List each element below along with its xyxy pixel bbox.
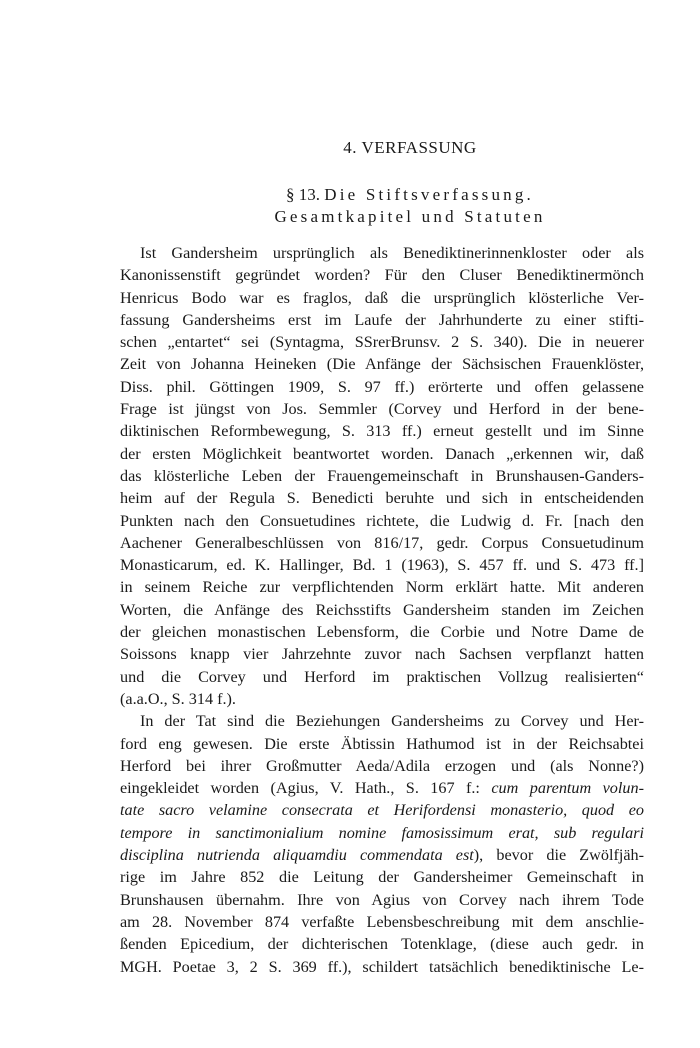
text-line [120,822,644,844]
text-line: der gleichen monastischen Lebensform, die Corbie und Notre Dame de [120,623,644,642]
text-line: rige im Jahre 852 die Leitung der Gandersheimer Gemeinschaft in [120,868,644,887]
text-line: Brunshausen übernahm. Ihre von Agius von Corvey nach ihrem Tode [120,890,644,909]
text-line: Frage ist jüngst von Jos. Semmler (Corvey und Herford in der bene- [120,400,644,419]
text-line: Zeit von Johanna Heineken (Die Anfänge der Sächsischen Frauenklöster, [120,355,644,374]
section-title: Die Stiftsverfassung. [324,185,535,204]
latin-quote: tate sacro velamine consecrata et Herifordensi monasterio, quod eo [120,801,644,820]
text-line [120,844,644,866]
chapter-heading: 4. VERFASSUNG [343,138,477,157]
text-line: ßenden Epicedium, der dichterischen Totenklage, (diese auch gedr. in [120,935,644,954]
section-subtitle: Gesamtkapitel und Statuten [274,207,546,226]
text-line: in seinem Reiche zur verpflichtenden Norm erklärt hatte. Mit anderen [120,578,644,597]
text-line: Soissons knapp vier Jahrzehnte zuvor nach Sachsen verpflanzt hatten [120,645,644,664]
text-line: Worten, die Anfänge des Reichsstifts Gandersheim standen im Zeichen [120,600,644,619]
text-line: Diss. phil. Göttingen 1909, S. 97 ff.) erörterte und offen gelassene [120,377,644,396]
text-line: und die Corvey und Herford im praktischen Vollzug realisierten“ [120,667,644,686]
body-text [120,242,644,978]
text-line [120,777,644,799]
text-line: Herford bei ihrer Großmutter Aeda/Adila erzogen und (als Nonne?) [120,756,644,775]
text-line: Kanonissenstift gegründet worden? Für den Cluser Benediktinermönch [120,266,644,285]
text-line: In der Tat sind die Beziehungen Gandersheims zu Corvey und Her- [140,712,644,731]
text-segment: ), bevor die Zwölfjäh- [473,846,645,865]
text-line: das klösterliche Leben der Frauengemeinschaft in Brunshausen-Ganders- [120,466,644,485]
latin-quote: tempore in sanctimonialium nomine famosissimum erat, sub regulari [120,823,644,842]
latin-quote: cum parentum volun- [491,779,644,798]
text-segment: eingekleidet worden (Agius, V. Hath., S. 167 f.: [120,779,492,798]
section-title-line-1 [120,184,700,206]
text-line [120,799,644,821]
text-line: Henricus Bodo war es fraglos, daß die ursprünglich klösterliche Ver- [120,288,644,307]
text-line: diktinischen Reformbewegung, S. 313 ff.) erneut gestellt und im Sinne [120,422,644,441]
latin-quote: disciplina nutrienda aliquamdiu commendata est [120,846,474,865]
text-line: schen „entartet“ sei (Syntagma, SSrerBrunsv. 2 S. 340). Die in neuerer [120,333,644,352]
text-line: Ist Gandersheim ursprünglich als Benediktinerinnenkloster oder als [140,244,644,262]
paragraph-2 [120,710,644,978]
paragraph-1 [120,242,644,710]
text-line: heim auf der Regula S. Benedicti beruhte und sich in entscheidenden [120,489,644,508]
text-line: Aachener Generalbeschlüssen von 816/17, gedr. Corpus Consuetudinum [120,533,644,552]
text-line: MGH. Poetae 3, 2 S. 369 ff.), schildert tatsächlich benediktinische Le- [120,957,644,976]
text-line: ford eng gewesen. Die erste Äbtissin Hathumod ist in der Reichsabtei [120,734,644,753]
section-heading [0,184,700,228]
text-line: Monasticarum, ed. K. Hallinger, Bd. 1 (1963), S. 457 ff. und S. 473 ff.] [120,556,644,575]
text-line: Punkten nach den Consuetudines richtete, die Ludwig d. Fr. [nach den [120,511,644,530]
text-line: (a.a.O., S. 314 f.). [120,689,236,708]
section-number: § 13. [285,185,320,204]
text-line: fassung Gandersheims erst im Laufe der Jahrhunderte zu einer stifti- [120,310,644,329]
text-line: der ersten Möglichkeit beantwortet worden. Danach „erkennen wir, daß [120,444,644,463]
text-line: am 28. November 874 verfaßte Lebensbeschreibung mit dem anschlie- [120,912,644,931]
